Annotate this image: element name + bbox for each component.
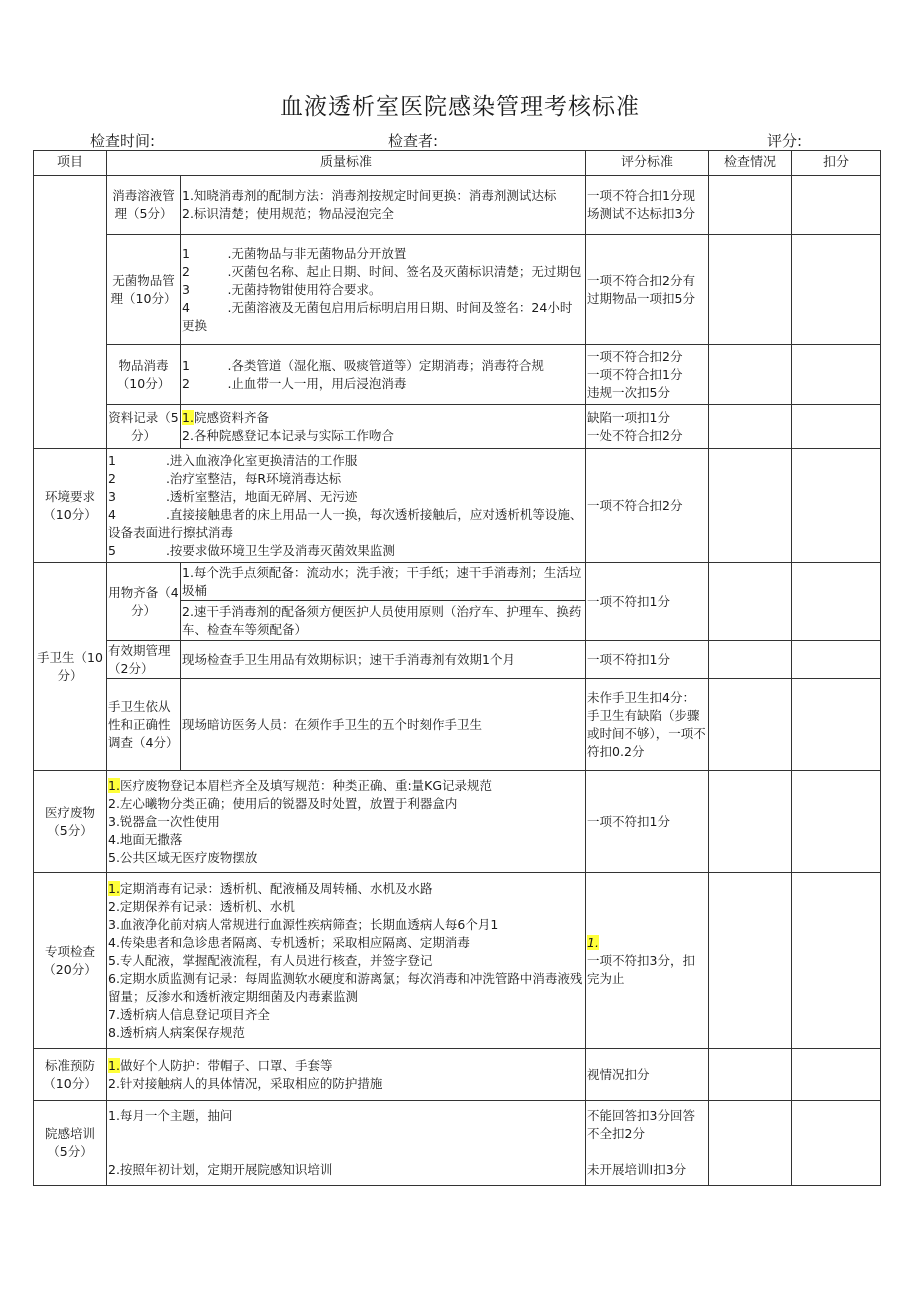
deduct-cell[interactable]	[792, 873, 881, 1049]
criteria-line: 一处不符合扣2分	[587, 427, 683, 443]
header-check: 检查情况	[709, 151, 792, 176]
criteria-line: 缺陷一项扣1分	[587, 409, 670, 425]
quality-line: 5 .按要求做环境卫生学及消毒灭菌效果监测	[108, 542, 395, 558]
criteria-cell	[586, 873, 709, 1049]
header-criteria: 评分标准	[586, 151, 709, 176]
deduct-cell[interactable]	[792, 771, 881, 873]
quality-line: 1 .无菌物品与非无菌物品分开放置	[182, 245, 407, 261]
quality-cell	[181, 405, 586, 449]
inspector-label: 检查者:	[388, 132, 439, 150]
quality-cell	[107, 1049, 586, 1101]
criteria-cell: 一项不符扣1分	[586, 563, 709, 641]
sub-item-supplies: 用物齐备（4分）	[107, 563, 181, 641]
check-cell[interactable]	[709, 449, 792, 563]
quality-line: 5.公共区域无医疗废物摆放	[108, 849, 258, 865]
quality-line: 3 .透析室整洁，地面无碎屑、无污迹	[108, 488, 358, 504]
highlight-number: 1.	[108, 880, 120, 896]
sub-item-records: 资料记录（5分）	[107, 405, 181, 449]
highlight-number: 1.	[182, 409, 194, 425]
quality-line	[182, 409, 584, 427]
table-row	[34, 405, 881, 449]
table-row	[34, 1049, 881, 1101]
criteria-cell: 一项不符扣1分	[586, 771, 709, 873]
criteria-line: 一项不符合扣2分	[587, 348, 683, 364]
page-title: 血液透析室医院感染管理考核标准	[280, 94, 640, 120]
quality-line	[108, 1057, 584, 1075]
item-special-inspection: 专项检查（20分）	[34, 873, 107, 1049]
deduct-cell[interactable]	[792, 563, 881, 641]
highlight-number: 1.	[108, 1057, 120, 1073]
header-quality: 质量标准	[107, 151, 586, 176]
table-row	[34, 449, 881, 563]
sub-item-article-disinfection: 物品消毒（10分）	[107, 345, 181, 405]
quality-line: 2 .治疗室整洁，每R环境消毒达标	[108, 470, 342, 486]
quality-line: 2 .止血带一人一用，用后浸泡消毒	[182, 375, 407, 391]
check-cell[interactable]	[709, 1101, 792, 1186]
deduct-cell[interactable]	[792, 679, 881, 771]
header-deduct: 扣分	[792, 151, 881, 176]
quality-line: 2.针对接触病人的具体情况，采取相应的防护措施	[108, 1075, 383, 1091]
deduct-cell[interactable]	[792, 345, 881, 405]
criteria-cell	[586, 1101, 709, 1186]
criteria-cell: 一项不符扣1分	[586, 641, 709, 679]
item-medical-waste: 医疗废物（5分）	[34, 771, 107, 873]
quality-line: 7.透析病人信息登记项目齐全	[108, 1006, 270, 1022]
quality-line: 1.知晓消毒剂的配制方法：消毒剂按规定时间更换：消毒剂测试达标	[182, 188, 557, 203]
deduct-cell[interactable]	[792, 1049, 881, 1101]
table-header-row	[34, 151, 881, 176]
table-row	[34, 641, 881, 679]
quality-cell: 2.速干手消毒剂的配备须方便医护人员使用原则（治疗车、护理车、换药车、检查车等须配备）	[181, 601, 586, 641]
item-hand-hygiene: 手卫生（10分）	[34, 563, 107, 771]
quality-cell	[181, 176, 586, 235]
quality-line: 3 .无菌持物钳使用符合要求。	[182, 281, 382, 297]
item-training: 院感培训（5分）	[34, 1101, 107, 1186]
quality-line: 5.专人配液，掌握配液流程，有人员进行核查，并签字登记	[108, 952, 433, 968]
sub-item-expiry: 有效期管理（2分）	[107, 641, 181, 679]
sub-item-disinfectant: 消毒溶液管理（5分）	[107, 176, 181, 235]
quality-cell	[107, 449, 586, 563]
quality-cell	[107, 873, 586, 1049]
inspection-time-label: 检查时间:	[90, 132, 156, 150]
criteria-cell: 一项不符合扣2分有过期物品一项扣5分	[586, 235, 709, 345]
check-cell[interactable]	[709, 1049, 792, 1101]
quality-line: 1 .各类管道（湿化瓶、吸痰管道等）定期消毒；消毒符合规	[182, 357, 544, 373]
check-cell[interactable]	[709, 235, 792, 345]
deduct-cell[interactable]	[792, 641, 881, 679]
quality-line	[108, 880, 584, 898]
deduct-cell[interactable]	[792, 405, 881, 449]
criteria-cell: 一项不符合扣2分	[586, 449, 709, 563]
assessment-table	[33, 150, 881, 1186]
quality-text: 定期消毒有记录：透析机、配液桶及周转桶、水机及水路	[119, 880, 433, 896]
deduct-cell[interactable]	[792, 1101, 881, 1186]
quality-line: 6.定期水质监测有记录：每周监测软水硬度和游离氯；每次消毒和冲洗管路中消毒液残留量；反渗水和透析液定期细菌及内毒素监测	[108, 970, 583, 1004]
check-cell[interactable]	[709, 345, 792, 405]
deduct-cell[interactable]	[792, 449, 881, 563]
criteria-line: 违规一次扣5分	[587, 384, 670, 400]
score-label: 评分:	[767, 132, 803, 150]
quality-cell: 现场检查手卫生用品有效期标识；速干手消毒剂有效期1个月	[181, 641, 586, 679]
quality-line: 1.每月一个主题，抽问	[108, 1108, 233, 1123]
quality-cell	[181, 345, 586, 405]
check-cell[interactable]	[709, 563, 792, 641]
criteria-cell	[586, 345, 709, 405]
header-item: 项目	[34, 151, 107, 176]
quality-line: 2.定期保养有记录：透析机、水机	[108, 898, 295, 914]
quality-line: 3.锐器盒一次性使用	[108, 813, 220, 829]
quality-line: 4 .直接接触患者的床上用品一人一换，每次透析接触后，应对透析机等设施、设备表面进行擦拭消毒	[108, 506, 583, 540]
criteria-cell: 未作手卫生扣4分：手卫生有缺陷（步骤或时间不够），一项不符扣0.2分	[586, 679, 709, 771]
criteria-line	[587, 934, 707, 952]
quality-cell	[107, 771, 586, 873]
quality-line: 2.按照年初计划，定期开展院感知识培训	[108, 1162, 333, 1177]
group-cell-empty	[34, 176, 107, 449]
deduct-cell[interactable]	[792, 235, 881, 345]
criteria-line: 一项不符扣3分，扣完为止	[587, 952, 695, 986]
criteria-line: 不能回答扣3分回答不全扣2分	[587, 1108, 695, 1141]
check-cell[interactable]	[709, 405, 792, 449]
table-row	[34, 1101, 881, 1186]
table-row	[34, 771, 881, 873]
quality-cell: 1.每个洗手点须配备：流动水；洗手液；干手纸；速干手消毒剂；生活垃圾桶	[181, 563, 586, 601]
quality-cell	[107, 1101, 586, 1186]
deduct-cell[interactable]	[792, 176, 881, 235]
quality-line: 2.左心曦物分类正确；使用后的锐器及时处置，放置于利器盒内	[108, 795, 458, 811]
item-environment: 环境要求（10分）	[34, 449, 107, 563]
highlight-number: 1.	[108, 777, 120, 793]
quality-line: 2.各种院感登记本记录与实际工作吻合	[182, 427, 394, 443]
criteria-line: 未开展培训I扣3分	[587, 1162, 687, 1177]
item-standard-precaution: 标准预防（10分）	[34, 1049, 107, 1101]
criteria-cell	[586, 405, 709, 449]
table-row	[34, 679, 881, 771]
quality-line: 2 .灭菌包名称、起止日期、时间、签名及灭菌标识清楚；无过期包	[182, 263, 582, 279]
sub-item-sterile: 无菌物品管理（10分）	[107, 235, 181, 345]
quality-line: 4.地面无撒落	[108, 831, 183, 847]
quality-cell: 现场暗访医务人员：在须作手卫生的五个时刻作手卫生	[181, 679, 586, 771]
quality-text: 做好个人防护：带帽子、口罩、手套等	[119, 1057, 333, 1073]
criteria-cell: 一项不符合扣1分现场测试不达标扣3分	[586, 176, 709, 235]
check-cell[interactable]	[709, 771, 792, 873]
check-cell[interactable]	[709, 176, 792, 235]
check-cell[interactable]	[709, 679, 792, 771]
quality-line: 8.透析病人病案保存规范	[108, 1024, 245, 1040]
quality-line: 4 .无菌溶液及无菌包启用后标明启用日期、时间及签名：24小时更换	[182, 299, 573, 333]
criteria-cell: 视情况扣分	[586, 1049, 709, 1101]
quality-line: 2.标识清楚；使用规范；物品浸泡完全	[182, 206, 394, 221]
table-row	[34, 345, 881, 405]
quality-line: 3.血液净化前对病人常规进行血源性疾病筛查；长期血透病人每6个月1	[108, 916, 499, 932]
check-cell[interactable]	[709, 641, 792, 679]
quality-text: 院感资料齐备	[193, 409, 269, 425]
table-row	[34, 235, 881, 345]
quality-text: 医疗废物登记本眉栏齐全及填写规范：种类正确、重:量KG记录规范	[119, 777, 493, 793]
criteria-line: 一项不符合扣1分	[587, 366, 683, 382]
quality-line	[108, 777, 584, 795]
table-row	[34, 873, 881, 1049]
quality-cell	[181, 235, 586, 345]
check-cell[interactable]	[709, 873, 792, 1049]
highlight-number: 1.	[587, 934, 599, 950]
table-row	[34, 176, 881, 235]
quality-line: 4.传染患者和急诊患者隔离、专机透析；采取相应隔离、定期消毒	[108, 934, 470, 950]
table-row	[34, 563, 881, 601]
sub-item-compliance: 手卫生依从性和正确性调查（4分）	[107, 679, 181, 771]
quality-line: 1 .进入血液净化室更换清洁的工作服	[108, 452, 358, 468]
